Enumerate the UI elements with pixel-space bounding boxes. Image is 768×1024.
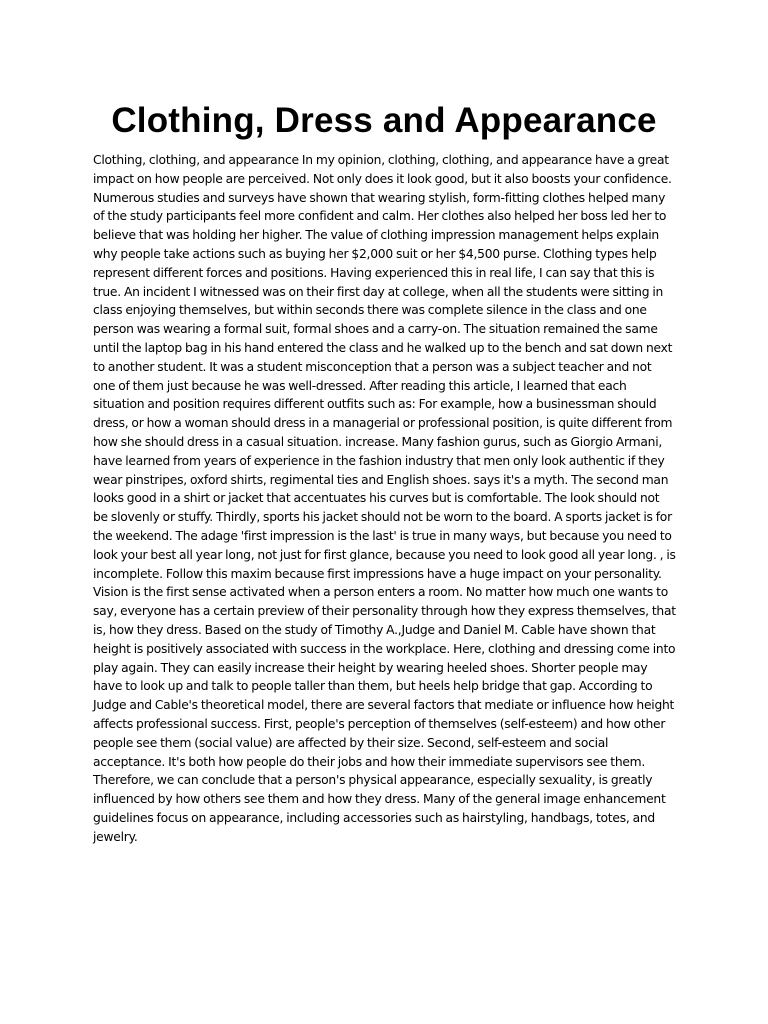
- document-body-paragraph: Clothing, clothing, and appearance In my opinion, clothing, clothing, and appearance have a great impact on how people are perceived. Not only does it look good, but it also boosts your confidence. Numerous studies and surveys have shown that wearing stylish, form-fitting clothes helped many of the study participants feel more confident and calm. Her clothes also helped her boss led her to believe that was holding her higher. The value of clothing impression management helps explain why people take actions such as buying her $2,000 suit or her $4,500 purse. Clothing types help represent different forces and positions. Having experienced this in real life, I can say that this is true. An incident I witnessed was on their first day at college, when all the students were sitting in class enjoying themselves, but within seconds there was complete silence in the class and one person was wearing a formal suit, formal shoes and a carry-on. The situation remained the same until the laptop bag in his hand entered the class and he walked up to the bench and sat down next to another student. It was a student misconception that a person was a subject teacher and not one of them just because he was well-dressed. After reading this article, I learned that each situation and position requires different outfits such as: For example, how a businessman should dress, or how a woman should dress in a managerial or professional position, is quite different from how she should dress in a casual situation. increase. Many fashion gurus, such as Giorgio Armani, have learned from years of experience in the fashion industry that men only look authentic if they wear pinstripes, oxford shirts, regimental ties and English shoes. says it's a myth. The second man looks good in a shirt or jacket that accentuates his curves but is comfortable. The look should not be slovenly or stuffy. Thirdly, sports his jacket should not be worn to the board. A sports jacket is for the weekend. The adage 'first impression is the last' is true in many ways, but because you need to look your best all year long, not just for first glance, because you need to look good all year long. , is incomplete. Follow this maxim because first impressions have a huge impact on your personality. Vision is the first sense activated when a person enters a room. No matter how much one wants to say, everyone has a certain preview of their personality through how they express themselves, that is, how they dress. Based on the study of Timothy A.,Judge and Daniel M. Cable have shown that height is positively associated with success in the workplace. Here, clothing and dressing come into play again. They can easily increase their height by wearing heeled shoes. Shorter people may have to look up and talk to people taller than them, but heels help bridge that gap. According to Judge and Cable's theoretical model, there are several factors that mediate or influence how height affects professional success. First, people's perception of themselves (self-esteem) and how other people see them (social value) are affected by their size. Second, self-esteem and social acceptance. It's both how people do their jobs and how their immediate supervisors see them. Therefore, we can conclude that a person's physical appearance, especially sexuality, is greatly influenced by how others see them and how they dress. Many of the general image enhancement guidelines focus on appearance, including accessories such as hairstyling, handbags, totes, and jewelry.: [93, 153, 676, 844]
- document-title: Clothing, Dress and Appearance: [111, 101, 657, 140]
